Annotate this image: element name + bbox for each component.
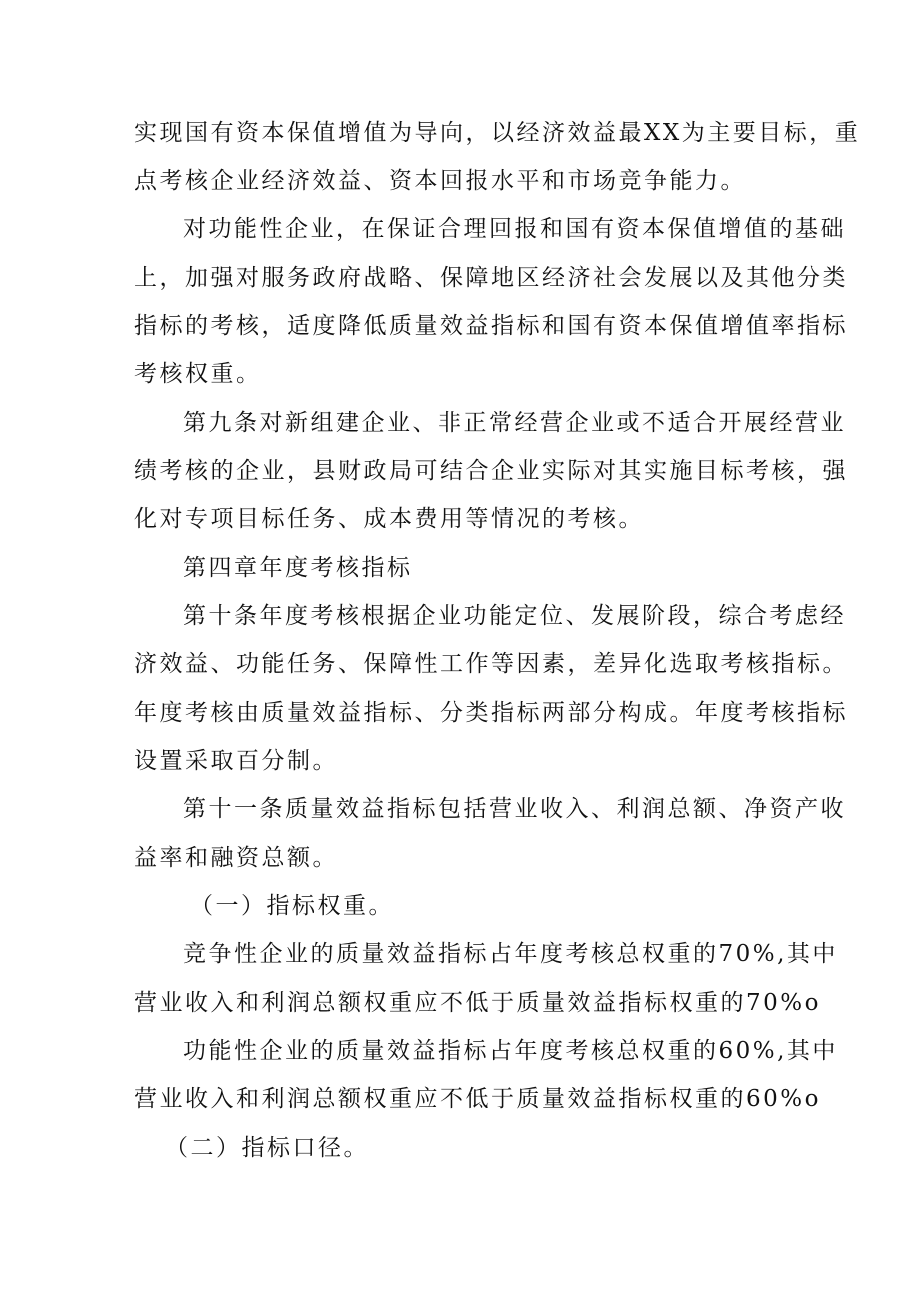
section-heading: （二）指标口径。 bbox=[165, 1135, 369, 1161]
text-line: 实现国有资本保值增值为导向，以经济效益最XX为主要目标，重 bbox=[134, 120, 861, 146]
text-line: 上，加强对服务政府战略、保障地区经济社会发展以及其他分类 bbox=[134, 265, 848, 291]
text-line: 考核权重。 bbox=[134, 361, 262, 387]
text-line: 绩考核的企业，县财政局可结合企业实际对其实施目标考核，强 bbox=[134, 458, 848, 484]
text-line: 营业收入和利润总额权重应不低于质量效益指标权重的60%o bbox=[134, 1086, 821, 1112]
text-line: 功能性企业的质量效益指标占年度考核总权重的60%,其中 bbox=[183, 1038, 838, 1064]
text-line: 点考核企业经济效益、资本回报水平和市场竞争能力。 bbox=[134, 168, 746, 194]
text-line: 益率和融资总额。 bbox=[134, 845, 338, 871]
text-line: 设置采取百分制。 bbox=[134, 748, 338, 774]
text-line: 营业收入和利润总额权重应不低于质量效益指标权重的70%o bbox=[134, 990, 821, 1016]
text-line: 济效益、功能任务、保障性工作等因素，差异化选取考核指标。 bbox=[134, 651, 848, 677]
text-line: 指标的考核，适度降低质量效益指标和国有资本保值增值率指标 bbox=[134, 313, 848, 339]
section-heading: （一）指标权重。 bbox=[190, 893, 394, 919]
text-line: 第九条对新组建企业、非正常经营企业或不适合开展经营业 bbox=[183, 410, 846, 436]
text-line: 第十条年度考核根据企业功能定位、发展阶段，综合考虑经 bbox=[183, 603, 846, 629]
text-line: 第十一条质量效益指标包括营业收入、利润总额、净资产收 bbox=[183, 796, 846, 822]
chapter-heading: 第四章年度考核指标 bbox=[183, 555, 413, 581]
text-line: 对功能性企业，在保证合理回报和国有资本保值增值的基础 bbox=[183, 216, 846, 242]
text-line: 年度考核由质量效益指标、分类指标两部分构成。年度考核指标 bbox=[134, 700, 848, 726]
text-line: 化对专项目标任务、成本费用等情况的考核。 bbox=[134, 506, 644, 532]
text-line: 竞争性企业的质量效益指标占年度考核总权重的70%,其中 bbox=[183, 941, 838, 967]
